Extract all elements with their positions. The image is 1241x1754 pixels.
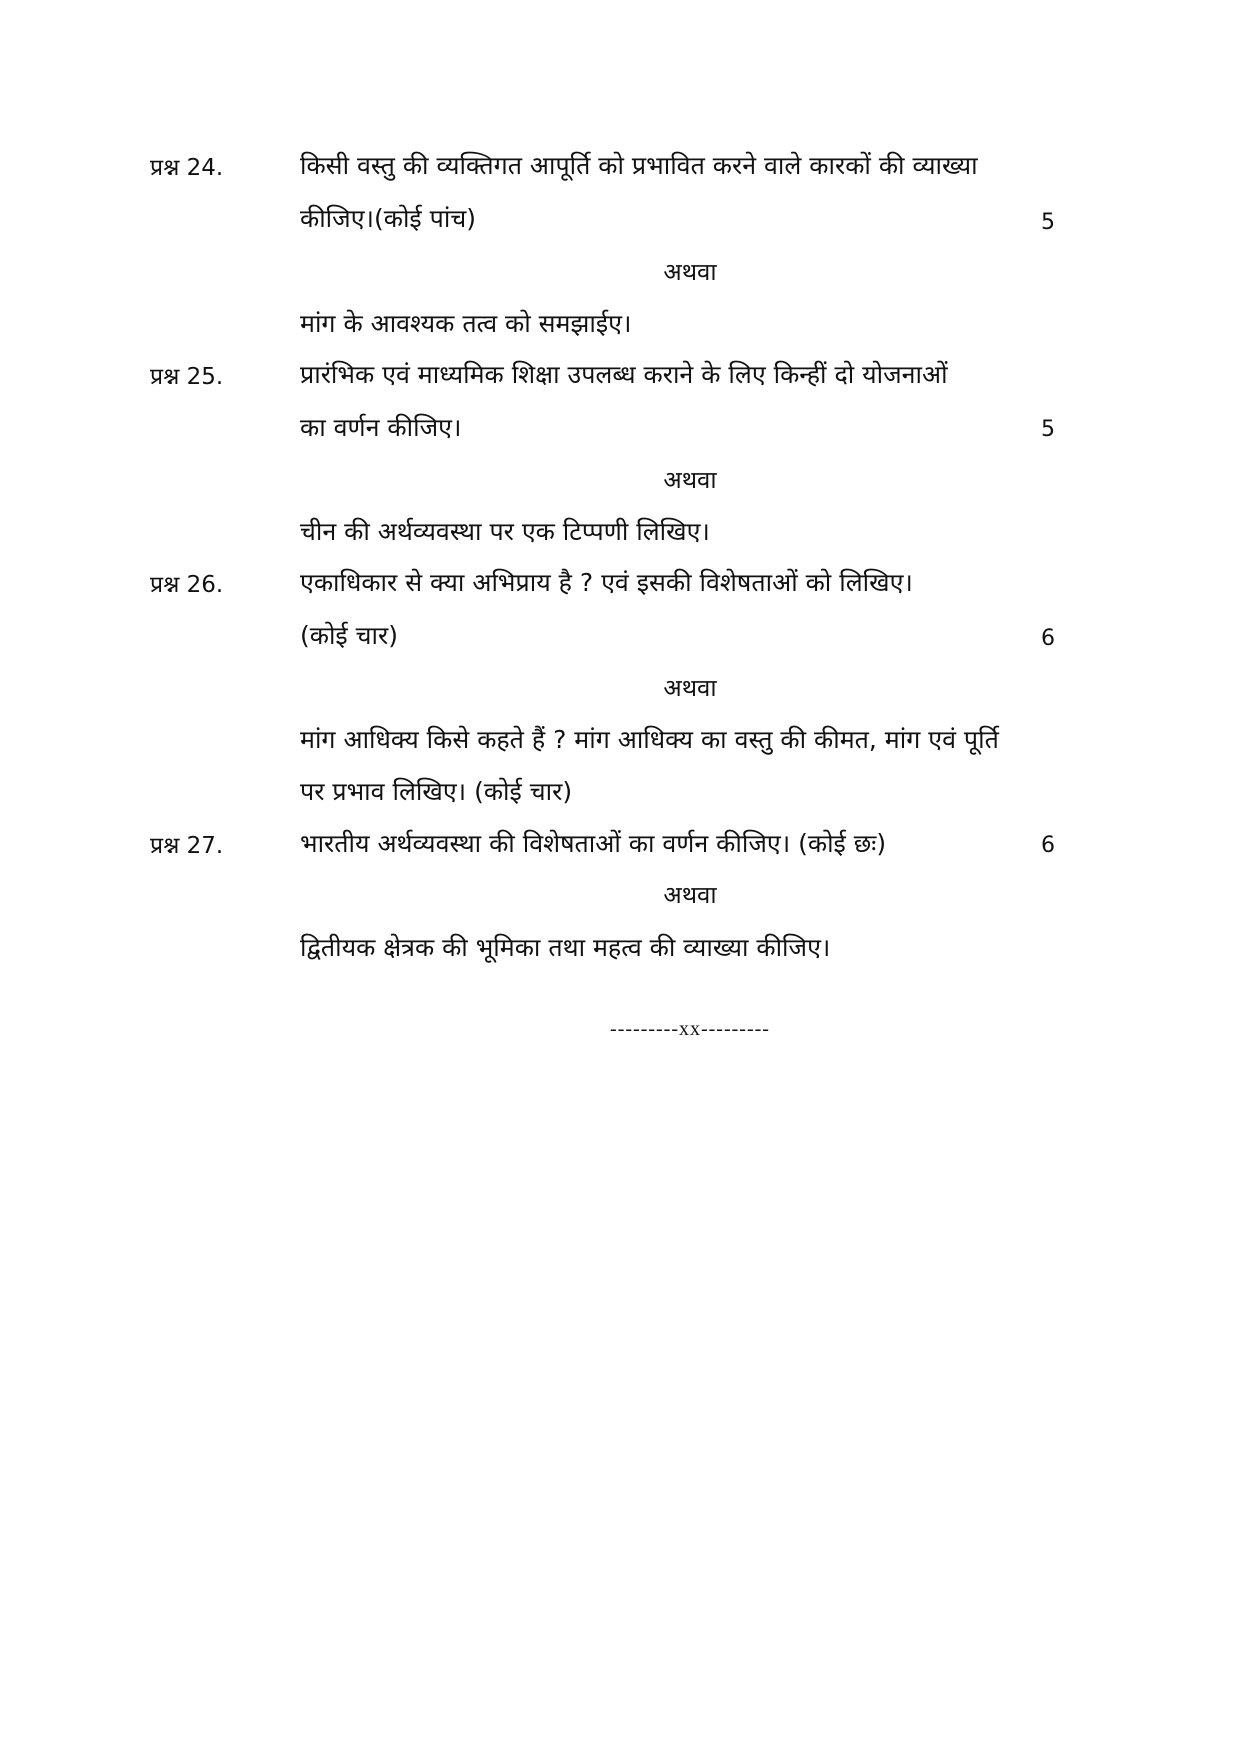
question-25-label: प्रश्न 25. (150, 364, 224, 390)
question-25-line-1: प्रारंभिक एवं माध्यमिक शिक्षा उपलब्ध कराने के लिए किन्हीं दो योजनाओं (300, 360, 948, 389)
question-24-alt-line-1: मांग के आवश्यक तत्व को समझाईए। (300, 309, 632, 338)
question-26-line-2: (कोई चार) (300, 621, 398, 650)
question-26-or: अथवा (663, 674, 717, 702)
question-25-or: अथवा (663, 466, 717, 494)
question-27-alt-line-1: द्वितीयक क्षेत्रक की भूमिका तथा महत्व की व्याख्या कीजिए। (300, 933, 831, 962)
question-26-marks: 6 (1041, 626, 1055, 651)
question-26-alt-line-2: पर प्रभाव लिखिए। (कोई चार) (300, 777, 573, 806)
question-25-line-2: का वर्णन कीजिए। (300, 413, 462, 442)
question-24-marks: 5 (1041, 210, 1055, 235)
question-26-label: प्रश्न 26. (150, 572, 224, 598)
question-25-marks: 5 (1041, 417, 1055, 442)
question-25-alt-line-1: चीन की अर्थव्यवस्था पर एक टिप्पणी लिखिए। (300, 517, 710, 546)
question-27-marks: 6 (1041, 833, 1055, 858)
question-27-label: प्रश्न 27. (150, 833, 224, 859)
end-marker: ---------xx--------- (610, 1018, 770, 1040)
question-24-or: अथवा (663, 258, 717, 286)
question-27-or: अथवा (663, 881, 717, 909)
question-27-line-1: भारतीय अर्थव्यवस्था की विशेषताओं का वर्णन कीजिए। (कोई छः) (300, 829, 887, 858)
question-24-label: प्रश्न 24. (150, 155, 224, 181)
question-24-line-2: कीजिए।(कोई पांच) (300, 204, 476, 233)
question-26-line-1: एकाधिकार से क्या अभिप्राय है ? एवं इसकी विशेषताओं को लिखिए। (300, 568, 913, 597)
question-26-alt-line-1: मांग आधिक्य किसे कहते हैं ? मांग आधिक्य का वस्तु की कीमत, मांग एवं पूर्ति (300, 725, 999, 754)
question-24-line-1: किसी वस्तु की व्यक्तिगत आपूर्ति को प्रभावित करने वाले कारकों की व्याख्या (300, 151, 978, 180)
